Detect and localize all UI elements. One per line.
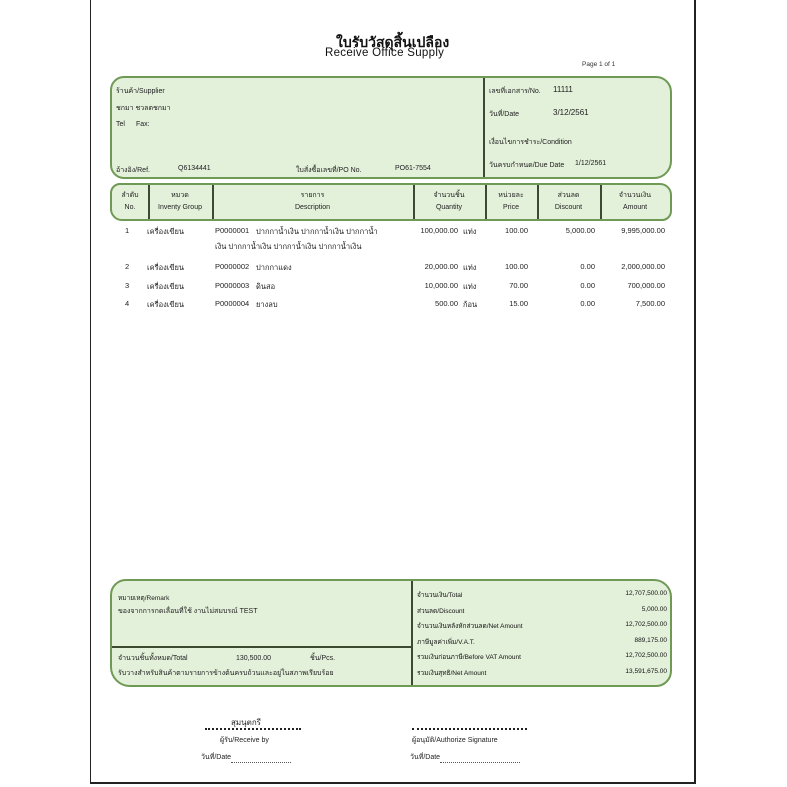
cell-discount: 0.00 [580, 299, 595, 308]
summary-list [417, 590, 667, 683]
column-header-description [212, 190, 413, 214]
column-header-th: ลำดับ [121, 192, 139, 199]
summary-value: 5,000.00 [641, 605, 667, 613]
cell-discount: 0.00 [580, 281, 595, 290]
po-label: ใบสั่งซื้อเลขที่/PO No. [296, 167, 362, 174]
cell-amount: 2,000,000.00 [621, 262, 665, 271]
receiver-label: ผู้รับ/Receive by [220, 737, 269, 744]
cell-qty: 10,000.00 [424, 281, 458, 290]
summary-line [417, 590, 667, 606]
footer-hline [112, 646, 411, 648]
cell-amount: 7,500.00 [635, 299, 665, 308]
date-value: 3/12/2561 [553, 108, 589, 117]
cell-unit: แท่ง [463, 282, 477, 291]
column-header-th: จำนวนชิ้น [433, 192, 465, 199]
receiver-date [201, 752, 291, 763]
cell-qty: 100,000.00 [420, 226, 458, 235]
summary-label: ส่วนลด/Discount [417, 607, 465, 615]
column-header-quantity [413, 190, 485, 214]
summary-line [417, 652, 667, 668]
column-header-no [112, 190, 148, 214]
summary-label: จำนวนเงิน/Total [417, 592, 463, 599]
authorize-date [410, 752, 520, 763]
cell-code: P0000004 [215, 299, 250, 308]
cell-no: 1 [125, 226, 130, 235]
summary-line [417, 637, 667, 653]
cell-desc: ยางลบ [256, 300, 278, 309]
summary-value: 12,707,500.00 [625, 590, 667, 597]
cell-group: เครื่องเขียน [147, 300, 184, 309]
summary-label: รวมเงินก่อนภาษี/Before VAT Amount [417, 654, 521, 661]
receiver-signature-line [205, 728, 301, 730]
column-header-en: Price [503, 204, 519, 211]
remark-value: ของจากการกดเลื่อนที่ใช้ งานไม่สมบรณ์ TEST [118, 608, 258, 615]
column-header-en: No. [124, 204, 136, 211]
receiver-date-label: วันที่/Date [201, 754, 232, 761]
cell-group: เครื่องเขียน [147, 227, 184, 236]
document-title-thai: ใบรับวัสดุสิ้นเปลือง [336, 34, 450, 50]
cell-group: เครื่องเขียน [147, 282, 184, 291]
cell-unit: ก้อน [463, 300, 478, 309]
cell-no: 4 [125, 299, 130, 308]
column-header-en: Inventy Group [158, 204, 202, 211]
cell-price: 100.00 [505, 226, 528, 235]
column-header-th: หมวด [171, 192, 189, 199]
supplier-label: ร้านค้า/Supplier [116, 88, 165, 95]
ref-value: Q6134441 [178, 165, 211, 172]
table-header [110, 183, 672, 221]
po-value: PO61-7554 [395, 165, 431, 172]
cell-discount: 0.00 [580, 262, 595, 271]
summary-value: 13,591,675.00 [625, 667, 667, 675]
summary-label: รวมเงินสุทธิ/Net Amount [417, 669, 487, 677]
tel-label: Tel [116, 121, 125, 128]
page-indicator: Page 1 of 1 [582, 61, 616, 68]
header-divider [483, 78, 485, 177]
cell-code: P0000003 [215, 281, 250, 290]
receiver-date-line [231, 762, 291, 763]
cell-qty: 20,000.00 [424, 262, 458, 271]
cell-unit: แท่ง [463, 227, 477, 236]
summary-label: ภาษีมูลค่าเพิ่ม/V.A.T. [417, 638, 475, 646]
cell-no: 2 [125, 262, 130, 271]
doc-no-label: เลขที่เอกสาร/No. [489, 88, 541, 95]
column-header-en: Quantity [435, 204, 463, 211]
ref-label: อ้างอิง/Ref. [116, 167, 150, 174]
supplier-info-box [110, 76, 672, 179]
footer-divider [411, 581, 413, 685]
fax-label: Fax: [136, 121, 150, 128]
cell-price: 70.00 [509, 281, 528, 290]
summary-line [417, 621, 667, 637]
cell-desc-continued: เงิน ปากกาน้ำเงิน ปากกาน้ำเงิน ปากกาน้ำเงิน [215, 242, 362, 251]
cell-desc: ดินสอ [256, 282, 276, 291]
pcs-label: ชิ้น/Pcs. [310, 655, 336, 662]
summary-line [417, 668, 667, 684]
column-header-en: Amount [622, 204, 648, 211]
summary-line [417, 606, 667, 622]
cell-price: 100.00 [505, 262, 528, 271]
document-title-english: Receive Office Supply [325, 47, 445, 59]
cell-desc: ปากกาแดง [256, 263, 292, 272]
column-header-discount [537, 190, 600, 214]
authorize-date-line [440, 762, 520, 763]
column-header-en: Discount [554, 204, 583, 211]
column-header-th: ส่วนลด [557, 192, 580, 199]
doc-no-value: 11111 [553, 85, 573, 94]
cell-code: P0000002 [215, 262, 250, 271]
column-header-th: จำนวนเงิน [618, 192, 652, 199]
cell-amount: 700,000.00 [627, 281, 665, 290]
receipt-note: รับวางสำหรับสินค้าตามรายการข้างต้นครบถ้วนและอยู่ในสภาพเรียบร้อย [118, 670, 334, 677]
cell-group: เครื่องเขียน [147, 263, 184, 272]
total-qty-label: จำนวนชิ้นทั้งหมด/Total [118, 655, 188, 662]
authorize-label: ผู้อนุมัติ/Authorize Signature [412, 737, 498, 744]
due-date-label: วันครบกำหนด/Due Date [489, 162, 565, 169]
date-label: วันที่/Date [489, 111, 520, 118]
total-qty-value: 130,500.00 [236, 655, 272, 662]
cell-amount: 9,995,000.00 [621, 226, 665, 235]
column-header-th: รายการ [300, 192, 325, 199]
cell-desc: ปากกาน้ำเงิน ปากกาน้ำเงิน ปากกาน้ำ [256, 227, 378, 236]
remark-label: หมายเหตุ/Remark [118, 595, 170, 602]
summary-value: 12,702,500.00 [625, 652, 667, 659]
cell-discount: 5,000.00 [565, 226, 595, 235]
column-header-th: หน่วยละ [498, 192, 524, 199]
condition-label: เงื่อนไขการชำระ/Condition [489, 139, 572, 146]
column-header-en: Description [294, 204, 330, 211]
column-header-group [148, 190, 212, 214]
cell-qty: 500.00 [435, 299, 458, 308]
cell-price: 15.00 [509, 299, 528, 308]
authorize-date-label: วันที่/Date [410, 754, 441, 761]
summary-label: จำนวนเงินหลังหักส่วนลด/Net Amount [417, 623, 523, 630]
column-header-amount [600, 190, 670, 214]
summary-box [110, 579, 672, 687]
due-date-value: 1/12/2561 [575, 160, 607, 167]
cell-code: P0000001 [215, 226, 250, 235]
supplier-name: ชกมา ชวลตชกมา [116, 105, 171, 112]
cell-unit: แท่ง [463, 263, 477, 272]
summary-value: 889,175.00 [634, 636, 667, 644]
receiver-name: สุมนุตกรี [231, 718, 261, 727]
summary-value: 12,702,500.00 [625, 621, 667, 628]
cell-no: 3 [125, 281, 130, 290]
authorize-signature-line [412, 728, 527, 730]
column-header-price [485, 190, 537, 214]
